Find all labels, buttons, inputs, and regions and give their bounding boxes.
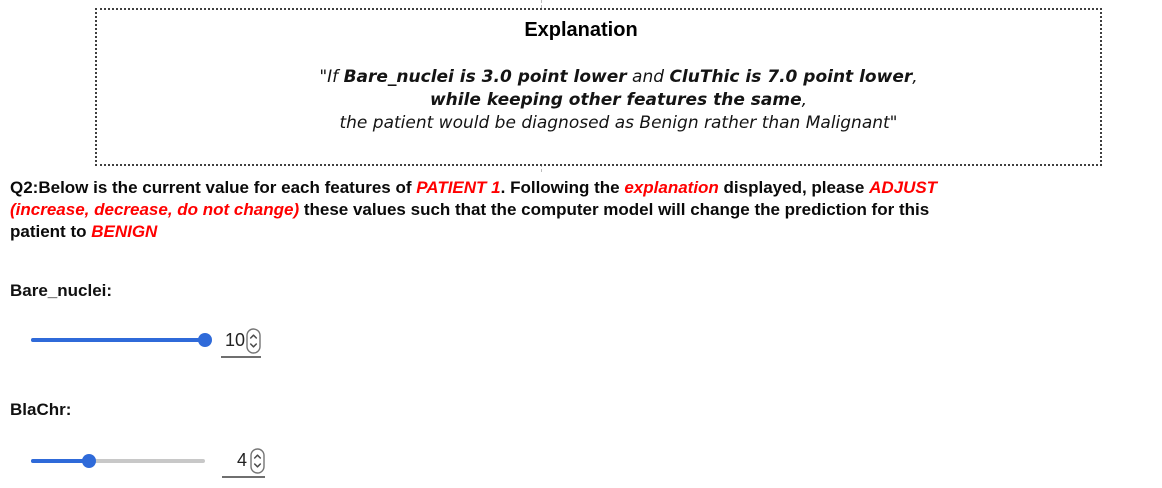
explanation-line-3: the patient would be diagnosed as Benign rather than Malignant" (339, 113, 898, 133)
question-text (10, 177, 1160, 243)
slider-label-blachr: BlaChr: (10, 400, 72, 419)
question-segment: displayed, please (718, 178, 870, 197)
question-segment-benign: BENIGN (91, 222, 158, 241)
step-down-icon (255, 464, 261, 467)
explanation-line-2: while keeping other features the same, (429, 90, 808, 110)
slider-fill-bare-nuclei (31, 338, 205, 342)
number-stepper-icon[interactable] (246, 328, 261, 354)
question-segment: patient to (10, 222, 92, 241)
value-number[interactable]: 4 (236, 449, 247, 470)
slider-thumb-bare-nuclei[interactable] (198, 333, 212, 347)
number-stepper-icon[interactable] (250, 448, 265, 474)
question-segment-adjust: ADJUST (869, 178, 938, 197)
question-segment-patient: PATIENT 1 (416, 178, 501, 197)
explanation-quote (115, 66, 1122, 135)
slider-label-bare-nuclei: Bare_nuclei: (10, 281, 113, 300)
step-down-icon (251, 344, 257, 347)
step-up-icon (255, 455, 261, 458)
explanation-title: Explanation (524, 19, 638, 41)
question-segment: . Following the (500, 178, 625, 197)
value-input-bare-nuclei[interactable] (221, 326, 261, 358)
value-number[interactable]: 10 (224, 330, 245, 350)
slider-fill-blachr (31, 459, 89, 463)
explanation-line-1: "If Bare_nuclei is 3.0 point lower and CluThic is 7.0 point lower, (319, 67, 918, 87)
value-input-blachr[interactable] (222, 445, 265, 478)
question-segment: these values such that the computer model will change the prediction for this (299, 200, 930, 219)
question-segment-explanation: explanation (624, 178, 719, 197)
step-up-icon (251, 335, 257, 338)
slider-track-bare-nuclei[interactable] (31, 338, 205, 342)
question-segment-adjust-detail: (increase, decrease, do not change) (10, 200, 300, 219)
question-segment: Q2:Below is the current value for each features of (10, 178, 417, 197)
slider-thumb-blachr[interactable] (82, 454, 96, 468)
slider-track-blachr[interactable] (31, 459, 205, 463)
